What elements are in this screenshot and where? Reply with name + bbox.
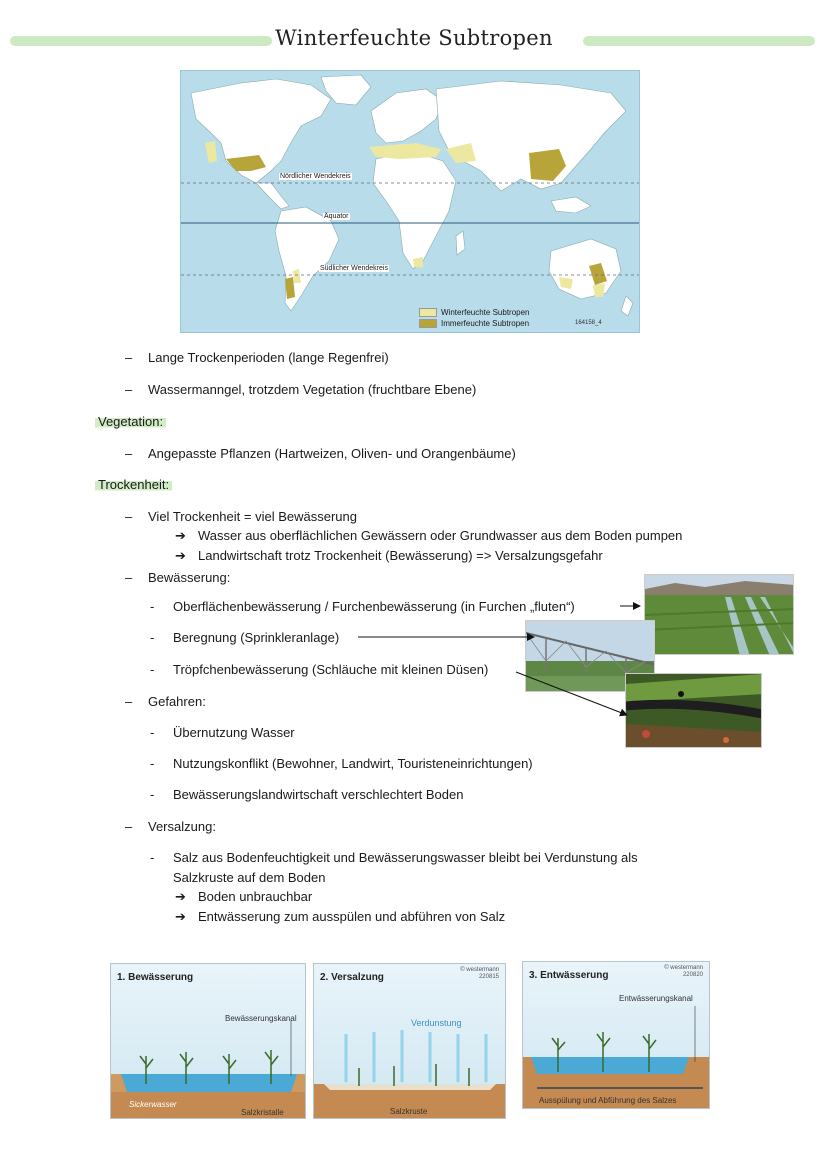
arrow-icon: ➔ — [175, 889, 186, 904]
legend-label-winterfeuchte: Winterfeuchte Subtropen — [441, 308, 530, 317]
dash-6: – — [125, 694, 133, 709]
bullet-pflanzen: Angepasste Pflanzen (Hartweizen, Oliven- und Orangenbäume) — [148, 446, 516, 461]
diagram-title: 2. Versalzung — [320, 972, 384, 983]
dash-2: – — [125, 382, 133, 397]
diagram-title: 1. Bewässerung — [117, 972, 194, 983]
small-dash: - — [150, 630, 155, 645]
dash-1: – — [125, 350, 133, 365]
page-title: Winterfeuchte Subtropen — [275, 26, 553, 50]
small-dash: - — [150, 662, 155, 677]
bullet-trockenheit: Viel Trockenheit = viel Bewässerung — [148, 509, 357, 524]
bullet-wassermangel: Wassermanngel, trotzdem Vegetation (fruchtbare Ebene) — [148, 382, 477, 397]
item-beregnung: Beregnung (Sprinkleranlage) — [173, 630, 340, 645]
label-gefahren: Gefahren: — [148, 694, 206, 709]
arrow-item-boden-unbrauchbar: Boden unbrauchbar — [198, 889, 313, 904]
item-nutzungskonflikt: Nutzungskonflikt (Bewohner, Landwirt, Touristeneinrichtungen) — [173, 756, 533, 771]
diagram-title: 3. Entwässerung — [529, 970, 609, 981]
map-label-equator: Äquator — [324, 213, 349, 220]
label-bewaesserung: Bewässerung: — [148, 570, 231, 585]
diagram-label: Bewässerungskanal — [225, 1014, 297, 1023]
diagram-entwaesserung — [522, 961, 710, 1109]
small-dash: - — [150, 756, 155, 771]
arrow-item-versalzungsgefahr: Landwirtschaft trotz Trockenheit (Bewässerung) => Versalzungsgefahr — [198, 548, 603, 563]
dash-4: – — [125, 509, 133, 524]
diagram-label: Salzkristalle — [241, 1108, 284, 1117]
diagram-label: Verdunstung — [411, 1018, 462, 1028]
item-salz-line1: Salz aus Bodenfeuchtigkeit und Bewässerungswasser bleibt bei Verdunstung als — [173, 850, 638, 865]
label-versalzung: Versalzung: — [148, 819, 216, 834]
heading-vegetation: Vegetation: — [95, 414, 166, 430]
diagram-bewaesserung — [110, 963, 306, 1119]
small-dash: - — [150, 599, 155, 614]
map-label-south-tropic: Südlicher Wendekreis — [320, 265, 388, 272]
diagram-label: Entwässerungskanal — [619, 994, 693, 1003]
arrow-icon: ➔ — [175, 548, 186, 563]
item-salz-line2: Salzkruste auf dem Boden — [173, 870, 326, 885]
bullet-trockenperioden: Lange Trockenperioden (lange Regenfrei) — [148, 350, 389, 365]
arrow-item-pumpen: Wasser aus oberflächlichen Gewässern oder Grundwasser aus dem Boden pumpen — [198, 528, 683, 543]
item-oberflaechenbewaesserung: Oberflächenbewässerung / Furchenbewässerung (in Furchen „fluten“) — [173, 599, 575, 614]
arrow-icon: ➔ — [175, 909, 186, 924]
item-troepfchenbewaesserung: Tröpfchenbewässerung (Schläuche mit kleinen Düsen) — [173, 662, 489, 677]
arrow-icon: ➔ — [175, 528, 186, 543]
diagram-label: Salzkruste — [390, 1107, 428, 1116]
item-boden-verschlechtert: Bewässerungslandwirtschaft verschlechtert Boden — [173, 787, 464, 802]
map-label-north-tropic: Nördlicher Wendekreis — [280, 173, 351, 180]
map-code: 164158_4 — [575, 320, 602, 326]
dash-3: – — [125, 446, 133, 461]
diagram-versalzung — [313, 963, 506, 1119]
small-dash: - — [150, 725, 155, 740]
dash-5: – — [125, 570, 133, 585]
dash-7: – — [125, 819, 133, 834]
small-dash: - — [150, 850, 155, 865]
arrow-item-entwaesserung: Entwässerung zum ausspülen und abführen von Salz — [198, 909, 506, 924]
legend-label-immerfeuchte: Immerfeuchte Subtropen — [441, 319, 530, 328]
diagram-brand: © westermann 220815 — [460, 967, 499, 980]
diagram-label: Ausspülung und Abführung des Salzes — [539, 1096, 677, 1105]
diagram-label: Sickerwasser — [129, 1100, 177, 1109]
small-dash: - — [150, 787, 155, 802]
heading-trockenheit: Trockenheit: — [95, 477, 172, 493]
diagram-brand: © westermann 220820 — [664, 965, 703, 978]
item-uebernutzung: Übernutzung Wasser — [173, 725, 295, 740]
